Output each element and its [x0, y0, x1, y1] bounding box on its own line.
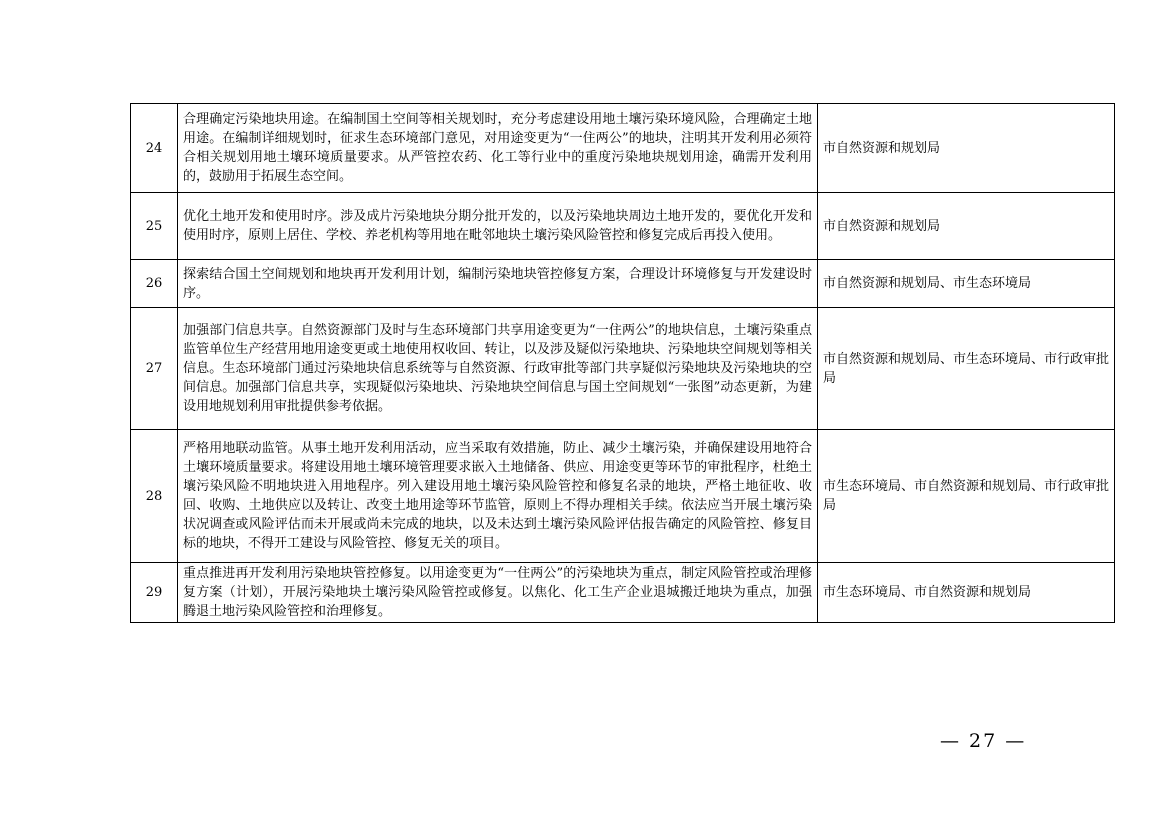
task-description: 重点推进再开发利用污染地块管控修复。以用途变更为“一住两公”的污染地块为重点，制定风险管控或治理修复方案（计划），开展污染地块土壤污染风险管控或修复。以焦化、化工生产企业退城搬迁地块为重点，加强腾退土地污染风险管控和治理修复。 [178, 563, 818, 623]
task-table [130, 103, 1115, 623]
row-number: 29 [131, 563, 178, 623]
page-number: — 27 — [940, 730, 1027, 752]
task-description: 加强部门信息共享。自然资源部门及时与生态环境部门共享用途变更为“一住两公”的地块信息，土壤污染重点监管单位生产经营用地用途变更或土地使用权收回、转让，以及涉及疑似污染地块、污染地块空间规划等相关信息。生态环境部门通过污染地块信息系统等与自然资源、行政审批等部门共享疑似污染地块及污染地块的空间信息。加强部门信息共享，实现疑似污染地块、污染地块空间信息与国土空间规划“一张图”动态更新，为建设用地规划利用审批提供参考依据。 [178, 308, 818, 430]
responsible-department: 市自然资源和规划局 [818, 193, 1115, 260]
row-number: 28 [131, 430, 178, 563]
task-description: 探索结合国土空间规划和地块再开发利用计划，编制污染地块管控修复方案，合理设计环境修复与开发建设时序。 [178, 260, 818, 308]
table-row [131, 104, 1115, 193]
row-number: 25 [131, 193, 178, 260]
responsible-department: 市自然资源和规划局、市生态环境局 [818, 260, 1115, 308]
table-row [131, 308, 1115, 430]
row-number: 26 [131, 260, 178, 308]
responsible-department: 市自然资源和规划局、市生态环境局、市行政审批局 [818, 308, 1115, 430]
task-description: 优化土地开发和使用时序。涉及成片污染地块分期分批开发的，以及污染地块周边土地开发的，要优化开发和使用时序，原则上居住、学校、养老机构等用地在毗邻地块土壤污染风险管控和修复完成后再投入使用。 [178, 193, 818, 260]
responsible-department: 市生态环境局、市自然资源和规划局、市行政审批局 [818, 430, 1115, 563]
table-row [131, 430, 1115, 563]
table-row [131, 563, 1115, 623]
table-row [131, 260, 1115, 308]
row-number: 27 [131, 308, 178, 430]
responsible-department: 市自然资源和规划局 [818, 104, 1115, 193]
row-number: 24 [131, 104, 178, 193]
task-description: 合理确定污染地块用途。在编制国土空间等相关规划时，充分考虑建设用地土壤污染环境风险，合理确定土地用途。在编制详细规划时，征求生态环境部门意见，对用途变更为“一住两公”的地块，注明其开发利用必须符合相关规划用地土壤环境质量要求。从严管控农药、化工等行业中的重度污染地块规划用途，确需开发利用的，鼓励用于拓展生态空间。 [178, 104, 818, 193]
task-description: 严格用地联动监管。从事土地开发利用活动，应当采取有效措施，防止、减少土壤污染，并确保建设用地符合土壤环境质量要求。将建设用地土壤环境管理要求嵌入土地储备、供应、用途变更等环节的审批程序，杜绝土壤污染风险不明地块进入用地程序。列入建设用地土壤污染风险管控和修复名录的地块，严格土地征收、收回、收购、土地供应以及转让、改变土地用途等环节监管，原则上不得办理相关手续。依法应当开展土壤污染状况调查或风险评估而未开展或尚未完成的地块，以及未达到土壤污染风险评估报告确定的风险管控、修复目标的地块，不得开工建设与风险管控、修复无关的项目。 [178, 430, 818, 563]
responsible-department: 市生态环境局、市自然资源和规划局 [818, 563, 1115, 623]
table-row [131, 193, 1115, 260]
